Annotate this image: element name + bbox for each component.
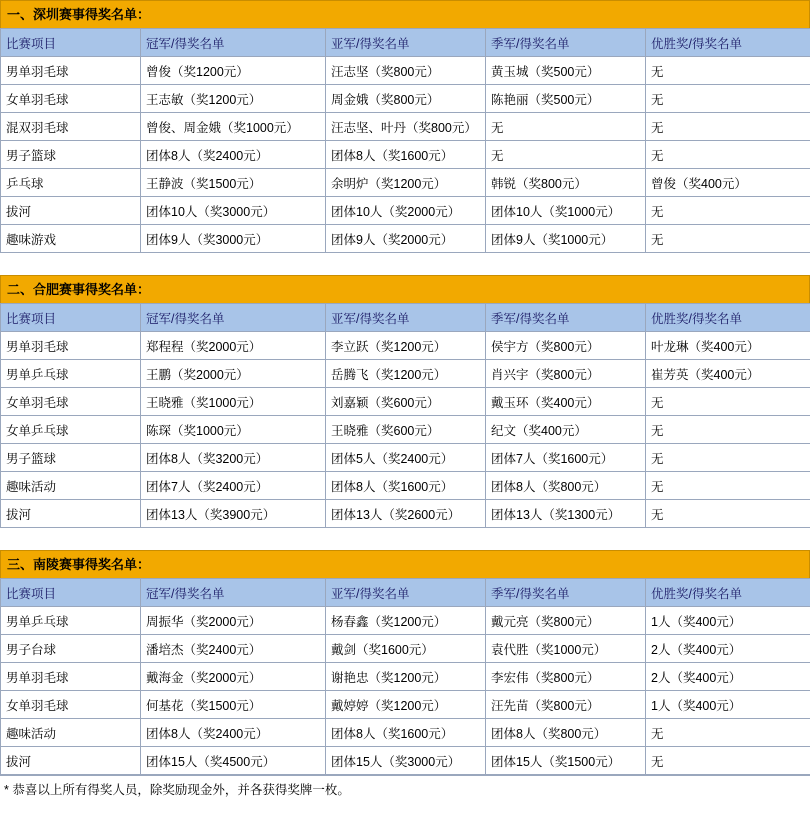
award-cell: 团体10人（奖3000元）: [141, 197, 326, 225]
award-cell: 团体9人（奖2000元）: [326, 225, 486, 253]
award-cell: 王志敏（奖1200元）: [141, 85, 326, 113]
table-row: [1, 360, 810, 388]
table-row: [1, 444, 810, 472]
award-cell: 团体15人（奖1500元）: [486, 747, 646, 775]
award-cell: 王晓雅（奖600元）: [326, 416, 486, 444]
event-name-cell: 男单羽毛球: [1, 663, 141, 691]
table-row: [1, 719, 810, 747]
awards-table: [0, 578, 810, 775]
award-cell: 团体9人（奖3000元）: [141, 225, 326, 253]
award-cell: 汪先苗（奖800元）: [486, 691, 646, 719]
award-cell: 无: [646, 747, 810, 775]
award-cell: 无: [486, 113, 646, 141]
table-row: [1, 197, 810, 225]
award-cell: 王晓雅（奖1000元）: [141, 388, 326, 416]
award-cell: 谢艳忠（奖1200元）: [326, 663, 486, 691]
award-cell: 团体8人（奖800元）: [486, 719, 646, 747]
award-cell: 团体13人（奖3900元）: [141, 500, 326, 528]
award-cell: 2人（奖400元）: [646, 663, 810, 691]
awards-section: [0, 275, 810, 528]
award-cell: 李宏伟（奖800元）: [486, 663, 646, 691]
award-cell: 团体15人（奖3000元）: [326, 747, 486, 775]
award-cell: 余明炉（奖1200元）: [326, 169, 486, 197]
event-name-cell: 男单羽毛球: [1, 57, 141, 85]
event-name-cell: 男子台球: [1, 635, 141, 663]
awards-table: [0, 303, 810, 528]
event-name-cell: 混双羽毛球: [1, 113, 141, 141]
award-cell: 无: [646, 197, 810, 225]
table-header-row: [1, 304, 810, 332]
award-cell: 团体8人（奖3200元）: [141, 444, 326, 472]
award-cell: 潘培杰（奖2400元）: [141, 635, 326, 663]
award-cell: 汪志坚、叶丹（奖800元）: [326, 113, 486, 141]
column-header: 冠军/得奖名单: [141, 29, 326, 57]
table-row: [1, 169, 810, 197]
award-cell: 王静波（奖1500元）: [141, 169, 326, 197]
table-row: [1, 416, 810, 444]
award-cell: 无: [646, 225, 810, 253]
award-cell: 无: [646, 719, 810, 747]
event-name-cell: 男子篮球: [1, 444, 141, 472]
award-cell: 团体9人（奖1000元）: [486, 225, 646, 253]
table-row: [1, 85, 810, 113]
event-name-cell: 拔河: [1, 747, 141, 775]
award-cell: 2人（奖400元）: [646, 635, 810, 663]
award-cell: 无: [646, 500, 810, 528]
column-header: 优胜奖/得奖名单: [646, 304, 810, 332]
award-cell: 周金娥（奖800元）: [326, 85, 486, 113]
table-row: [1, 663, 810, 691]
table-row: [1, 607, 810, 635]
award-cell: 无: [646, 141, 810, 169]
award-cell: 崔芳英（奖400元）: [646, 360, 810, 388]
event-name-cell: 女单乒乓球: [1, 416, 141, 444]
column-header: 冠军/得奖名单: [141, 304, 326, 332]
event-name-cell: 趣味活动: [1, 719, 141, 747]
awards-section: [0, 550, 810, 775]
award-cell: 团体7人（奖1600元）: [486, 444, 646, 472]
awards-table: [0, 28, 810, 253]
column-header: 优胜奖/得奖名单: [646, 579, 810, 607]
section-title: 三、南陵赛事得奖名单：: [0, 550, 810, 578]
award-cell: 曾俊（奖1200元）: [141, 57, 326, 85]
award-cell: 戴剑（奖1600元）: [326, 635, 486, 663]
award-cell: 1人（奖400元）: [646, 607, 810, 635]
award-cell: 无: [646, 113, 810, 141]
table-row: [1, 332, 810, 360]
award-cell: 杨春鑫（奖1200元）: [326, 607, 486, 635]
award-cell: 团体8人（奖1600元）: [326, 719, 486, 747]
award-cell: 郑程程（奖2000元）: [141, 332, 326, 360]
award-cell: 李立跃（奖1200元）: [326, 332, 486, 360]
table-header-row: [1, 579, 810, 607]
column-header: 冠军/得奖名单: [141, 579, 326, 607]
award-cell: 无: [486, 141, 646, 169]
table-row: [1, 113, 810, 141]
section-title: 一、深圳赛事得奖名单：: [0, 0, 810, 28]
award-cell: 肖兴宇（奖800元）: [486, 360, 646, 388]
award-cell: 戴玉环（奖400元）: [486, 388, 646, 416]
award-cell: 陈艳丽（奖500元）: [486, 85, 646, 113]
award-cell: 刘嘉颖（奖600元）: [326, 388, 486, 416]
section-gap: [0, 253, 810, 275]
award-cell: 戴元亮（奖800元）: [486, 607, 646, 635]
column-header: 比赛项目: [1, 29, 141, 57]
event-name-cell: 女单羽毛球: [1, 388, 141, 416]
award-cell: 岳腾飞（奖1200元）: [326, 360, 486, 388]
award-cell: 团体13人（奖2600元）: [326, 500, 486, 528]
column-header: 亚军/得奖名单: [326, 304, 486, 332]
award-cell: 何基花（奖1500元）: [141, 691, 326, 719]
table-row: [1, 500, 810, 528]
event-name-cell: 拔河: [1, 500, 141, 528]
column-header: 比赛项目: [1, 579, 141, 607]
column-header: 优胜奖/得奖名单: [646, 29, 810, 57]
award-cell: 曾俊（奖400元）: [646, 169, 810, 197]
award-cell: 纪文（奖400元）: [486, 416, 646, 444]
event-name-cell: 趣味活动: [1, 472, 141, 500]
award-cell: 陈琛（奖1000元）: [141, 416, 326, 444]
column-header: 季军/得奖名单: [486, 579, 646, 607]
award-cell: 1人（奖400元）: [646, 691, 810, 719]
column-header: 亚军/得奖名单: [326, 29, 486, 57]
award-cell: 曾俊、周金娥（奖1000元）: [141, 113, 326, 141]
award-cell: 团体8人（奖1600元）: [326, 472, 486, 500]
table-row: [1, 635, 810, 663]
award-cell: 袁代胜（奖1000元）: [486, 635, 646, 663]
award-cell: 团体15人（奖4500元）: [141, 747, 326, 775]
award-cell: 无: [646, 472, 810, 500]
event-name-cell: 男子篮球: [1, 141, 141, 169]
award-cell: 团体8人（奖800元）: [486, 472, 646, 500]
table-header-row: [1, 29, 810, 57]
award-cell: 黄玉城（奖500元）: [486, 57, 646, 85]
award-cell: 无: [646, 388, 810, 416]
awards-section: [0, 0, 810, 253]
event-name-cell: 女单羽毛球: [1, 85, 141, 113]
award-cell: 王鹏（奖2000元）: [141, 360, 326, 388]
table-row: [1, 472, 810, 500]
award-cell: 团体8人（奖2400元）: [141, 141, 326, 169]
table-row: [1, 57, 810, 85]
award-cell: 侯宇方（奖800元）: [486, 332, 646, 360]
award-cell: 团体8人（奖2400元）: [141, 719, 326, 747]
event-name-cell: 趣味游戏: [1, 225, 141, 253]
award-cell: 戴婷婷（奖1200元）: [326, 691, 486, 719]
award-cell: 团体8人（奖1600元）: [326, 141, 486, 169]
award-cell: 周振华（奖2000元）: [141, 607, 326, 635]
column-header: 季军/得奖名单: [486, 29, 646, 57]
table-row: [1, 691, 810, 719]
event-name-cell: 男单羽毛球: [1, 332, 141, 360]
award-cell: 无: [646, 85, 810, 113]
event-name-cell: 乒乓球: [1, 169, 141, 197]
award-cell: 无: [646, 416, 810, 444]
footnote: * 恭喜以上所有得奖人员，除奖励现金外，并各获得奖牌一枚。: [0, 775, 810, 803]
column-header: 亚军/得奖名单: [326, 579, 486, 607]
table-row: [1, 141, 810, 169]
event-name-cell: 男单乒乓球: [1, 360, 141, 388]
column-header: 比赛项目: [1, 304, 141, 332]
award-cell: 团体5人（奖2400元）: [326, 444, 486, 472]
event-name-cell: 拔河: [1, 197, 141, 225]
table-row: [1, 747, 810, 775]
award-cell: 团体13人（奖1300元）: [486, 500, 646, 528]
section-title: 二、合肥赛事得奖名单：: [0, 275, 810, 303]
award-cell: 团体7人（奖2400元）: [141, 472, 326, 500]
section-gap: [0, 528, 810, 550]
award-cell: 无: [646, 444, 810, 472]
award-cell: 戴海金（奖2000元）: [141, 663, 326, 691]
column-header: 季军/得奖名单: [486, 304, 646, 332]
award-cell: 汪志坚（奖800元）: [326, 57, 486, 85]
event-name-cell: 男单乒乓球: [1, 607, 141, 635]
award-cell: 韩锐（奖800元）: [486, 169, 646, 197]
event-name-cell: 女单羽毛球: [1, 691, 141, 719]
award-cell: 叶龙琳（奖400元）: [646, 332, 810, 360]
table-row: [1, 225, 810, 253]
award-cell: 团体10人（奖1000元）: [486, 197, 646, 225]
table-row: [1, 388, 810, 416]
award-cell: 团体10人（奖2000元）: [326, 197, 486, 225]
award-cell: 无: [646, 57, 810, 85]
